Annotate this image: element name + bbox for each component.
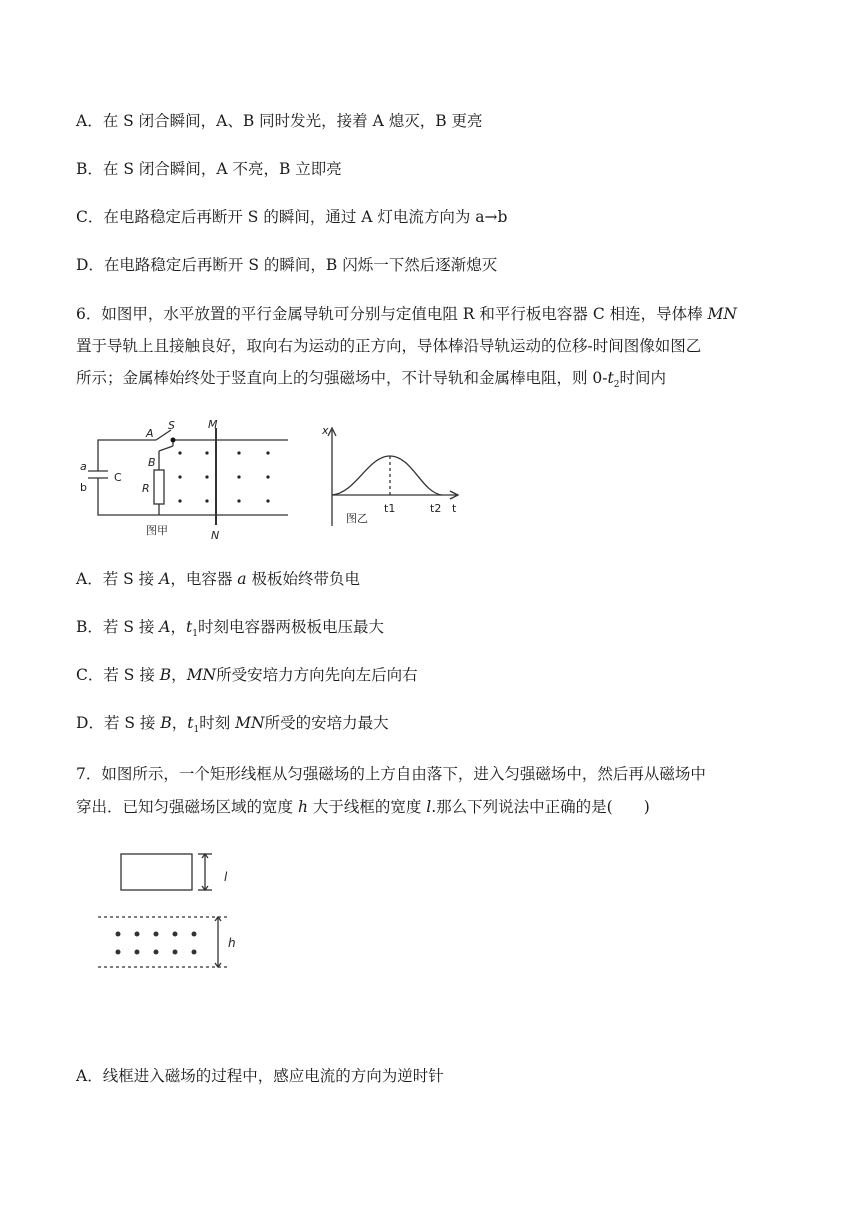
q6-opt-a-text2: 极板始终带负电 (246, 570, 360, 588)
fig-jia-label-C: C (114, 471, 122, 484)
q7-stem-line-2 (76, 797, 650, 817)
q6-opt-a-terminal: A (159, 570, 171, 588)
q7-option-a: A．线框进入磁场的过程中，感应电流的方向为逆时针 (76, 1067, 444, 1085)
q6-option-a (76, 569, 360, 589)
q6-stem-line-2: 置于导轨上且接触良好，取向右为运动的正方向，导体棒沿导轨运动的位移-时间图像如图乙 (76, 337, 702, 355)
fig-jia-label-R: R (142, 482, 150, 495)
q6-opt-c-mn: MN (186, 666, 217, 684)
q6-figure-jia (74, 418, 304, 542)
q5-option-d: D．在电路稳定后再断开 S 的瞬间，B 闪烁一下然后逐渐熄灭 (76, 256, 498, 274)
q6-figure-yi (316, 420, 466, 532)
q6-option-b (76, 617, 384, 644)
q6-option-d (76, 713, 389, 740)
q6-opt-d-text: 时刻 (199, 714, 236, 732)
fig-yi-t1: t1 (384, 502, 396, 515)
q6-opt-b-sep: ， (170, 618, 187, 636)
fig-yi-t: t (452, 502, 457, 515)
q7-l: l (426, 798, 432, 816)
fig-jia-caption: 图甲 (146, 524, 168, 537)
q7-stem-line-1: 7．如图所示，一个矩形线框从匀强磁场的上方自由落下，进入匀强磁场中，然后再从磁场中 (76, 765, 706, 783)
fig-jia-label-a: a (80, 460, 87, 473)
q6-opt-a-prefix: ．若 S 接 (87, 570, 160, 588)
q6-opt-b-t-sub: 1 (192, 629, 198, 640)
q6-opt-b-terminal: A (159, 618, 171, 636)
q6-opt-d-t: t (187, 714, 194, 732)
q6-stem-text-3: 所示；金属棒始终处于竖直向上的匀强磁场中，不计导轨和金属棒电阻，则 0- (76, 369, 608, 387)
q6-stem-line-3 (76, 368, 666, 395)
q6-opt-b-letter: B (76, 618, 88, 636)
q7-fig-label-l: l (224, 870, 228, 884)
fig-jia-label-M: M (208, 418, 218, 431)
q7-fig-label-h: h (228, 936, 236, 950)
q5-option-a: A．在 S 闭合瞬间，A、B 同时发光，接着 A 熄灭，B 更亮 (76, 112, 483, 130)
q6-stem-line-1 (76, 304, 737, 324)
fig-jia-label-b: b (80, 481, 87, 494)
q6-option-c (76, 665, 418, 685)
q6-opt-b-text: 时刻电容器两极板电压最大 (197, 618, 384, 636)
q7-h: h (297, 798, 308, 816)
q6-opt-b-t: t (186, 618, 193, 636)
fig-yi-t2: t2 (430, 502, 442, 515)
q6-opt-d-prefix: ．若 S 接 (88, 714, 161, 732)
fig-yi-caption: 图乙 (346, 512, 368, 525)
q6-mn: MN (707, 305, 737, 323)
fig-jia-label-N: N (211, 529, 220, 542)
q6-opt-d-text2: 所受的安培力最大 (264, 714, 389, 732)
fig-yi-axis-x: x (322, 424, 329, 437)
q7-stem-text-a: 穿出．已知匀强磁场区域的宽度 (76, 798, 298, 816)
q5-option-b: B．在 S 闭合瞬间，A 不亮，B 立即亮 (76, 160, 342, 178)
q6-opt-a-sep: ， (170, 570, 186, 588)
q6-opt-d-mn: MN (235, 714, 265, 732)
q6-opt-a-text: 电容器 (185, 570, 238, 588)
q6-stem-text-3b: 时间内 (619, 369, 667, 387)
fig-jia-label-S: S (168, 419, 175, 432)
q6-opt-b-prefix: ．若 S 接 (87, 618, 160, 636)
fig-jia-label-A: A (146, 427, 154, 440)
q6-stem-text: 6．如图甲，水平放置的平行金属导轨可分别与定值电阻 R 和平行板电容器 C 相连，导体棒 (76, 305, 708, 323)
q6-opt-d-letter: D (76, 714, 89, 732)
q6-opt-d-terminal: B (160, 714, 172, 732)
q6-opt-d-t-sub: 1 (193, 725, 200, 736)
q6-opt-c-terminal: B (159, 666, 172, 684)
q7-figure (94, 848, 254, 974)
q6-opt-c-prefix: ．若 S 接 (87, 666, 160, 684)
q6-opt-a-letter: A (76, 570, 88, 588)
q6-t: t (607, 369, 614, 387)
q7-stem-text-b: 大于线框的宽度 (307, 798, 427, 816)
q6-opt-c-text: 所受安培力方向先向左后向右 (216, 666, 418, 684)
q5-option-c: C．在电路稳定后再断开 S 的瞬间，通过 A 灯电流方向为 a→b (76, 208, 508, 226)
q6-t-sub: 2 (613, 380, 620, 391)
q6-opt-c-letter: C (76, 666, 88, 684)
q6-opt-a-plate: a (237, 570, 247, 588)
q6-opt-c-sep: ， (171, 666, 187, 684)
q6-opt-d-sep: ， (171, 714, 188, 732)
fig-jia-label-B: B (148, 456, 156, 469)
q7-stem-text-c: .那么下列说法中正确的是( ) (431, 798, 650, 816)
